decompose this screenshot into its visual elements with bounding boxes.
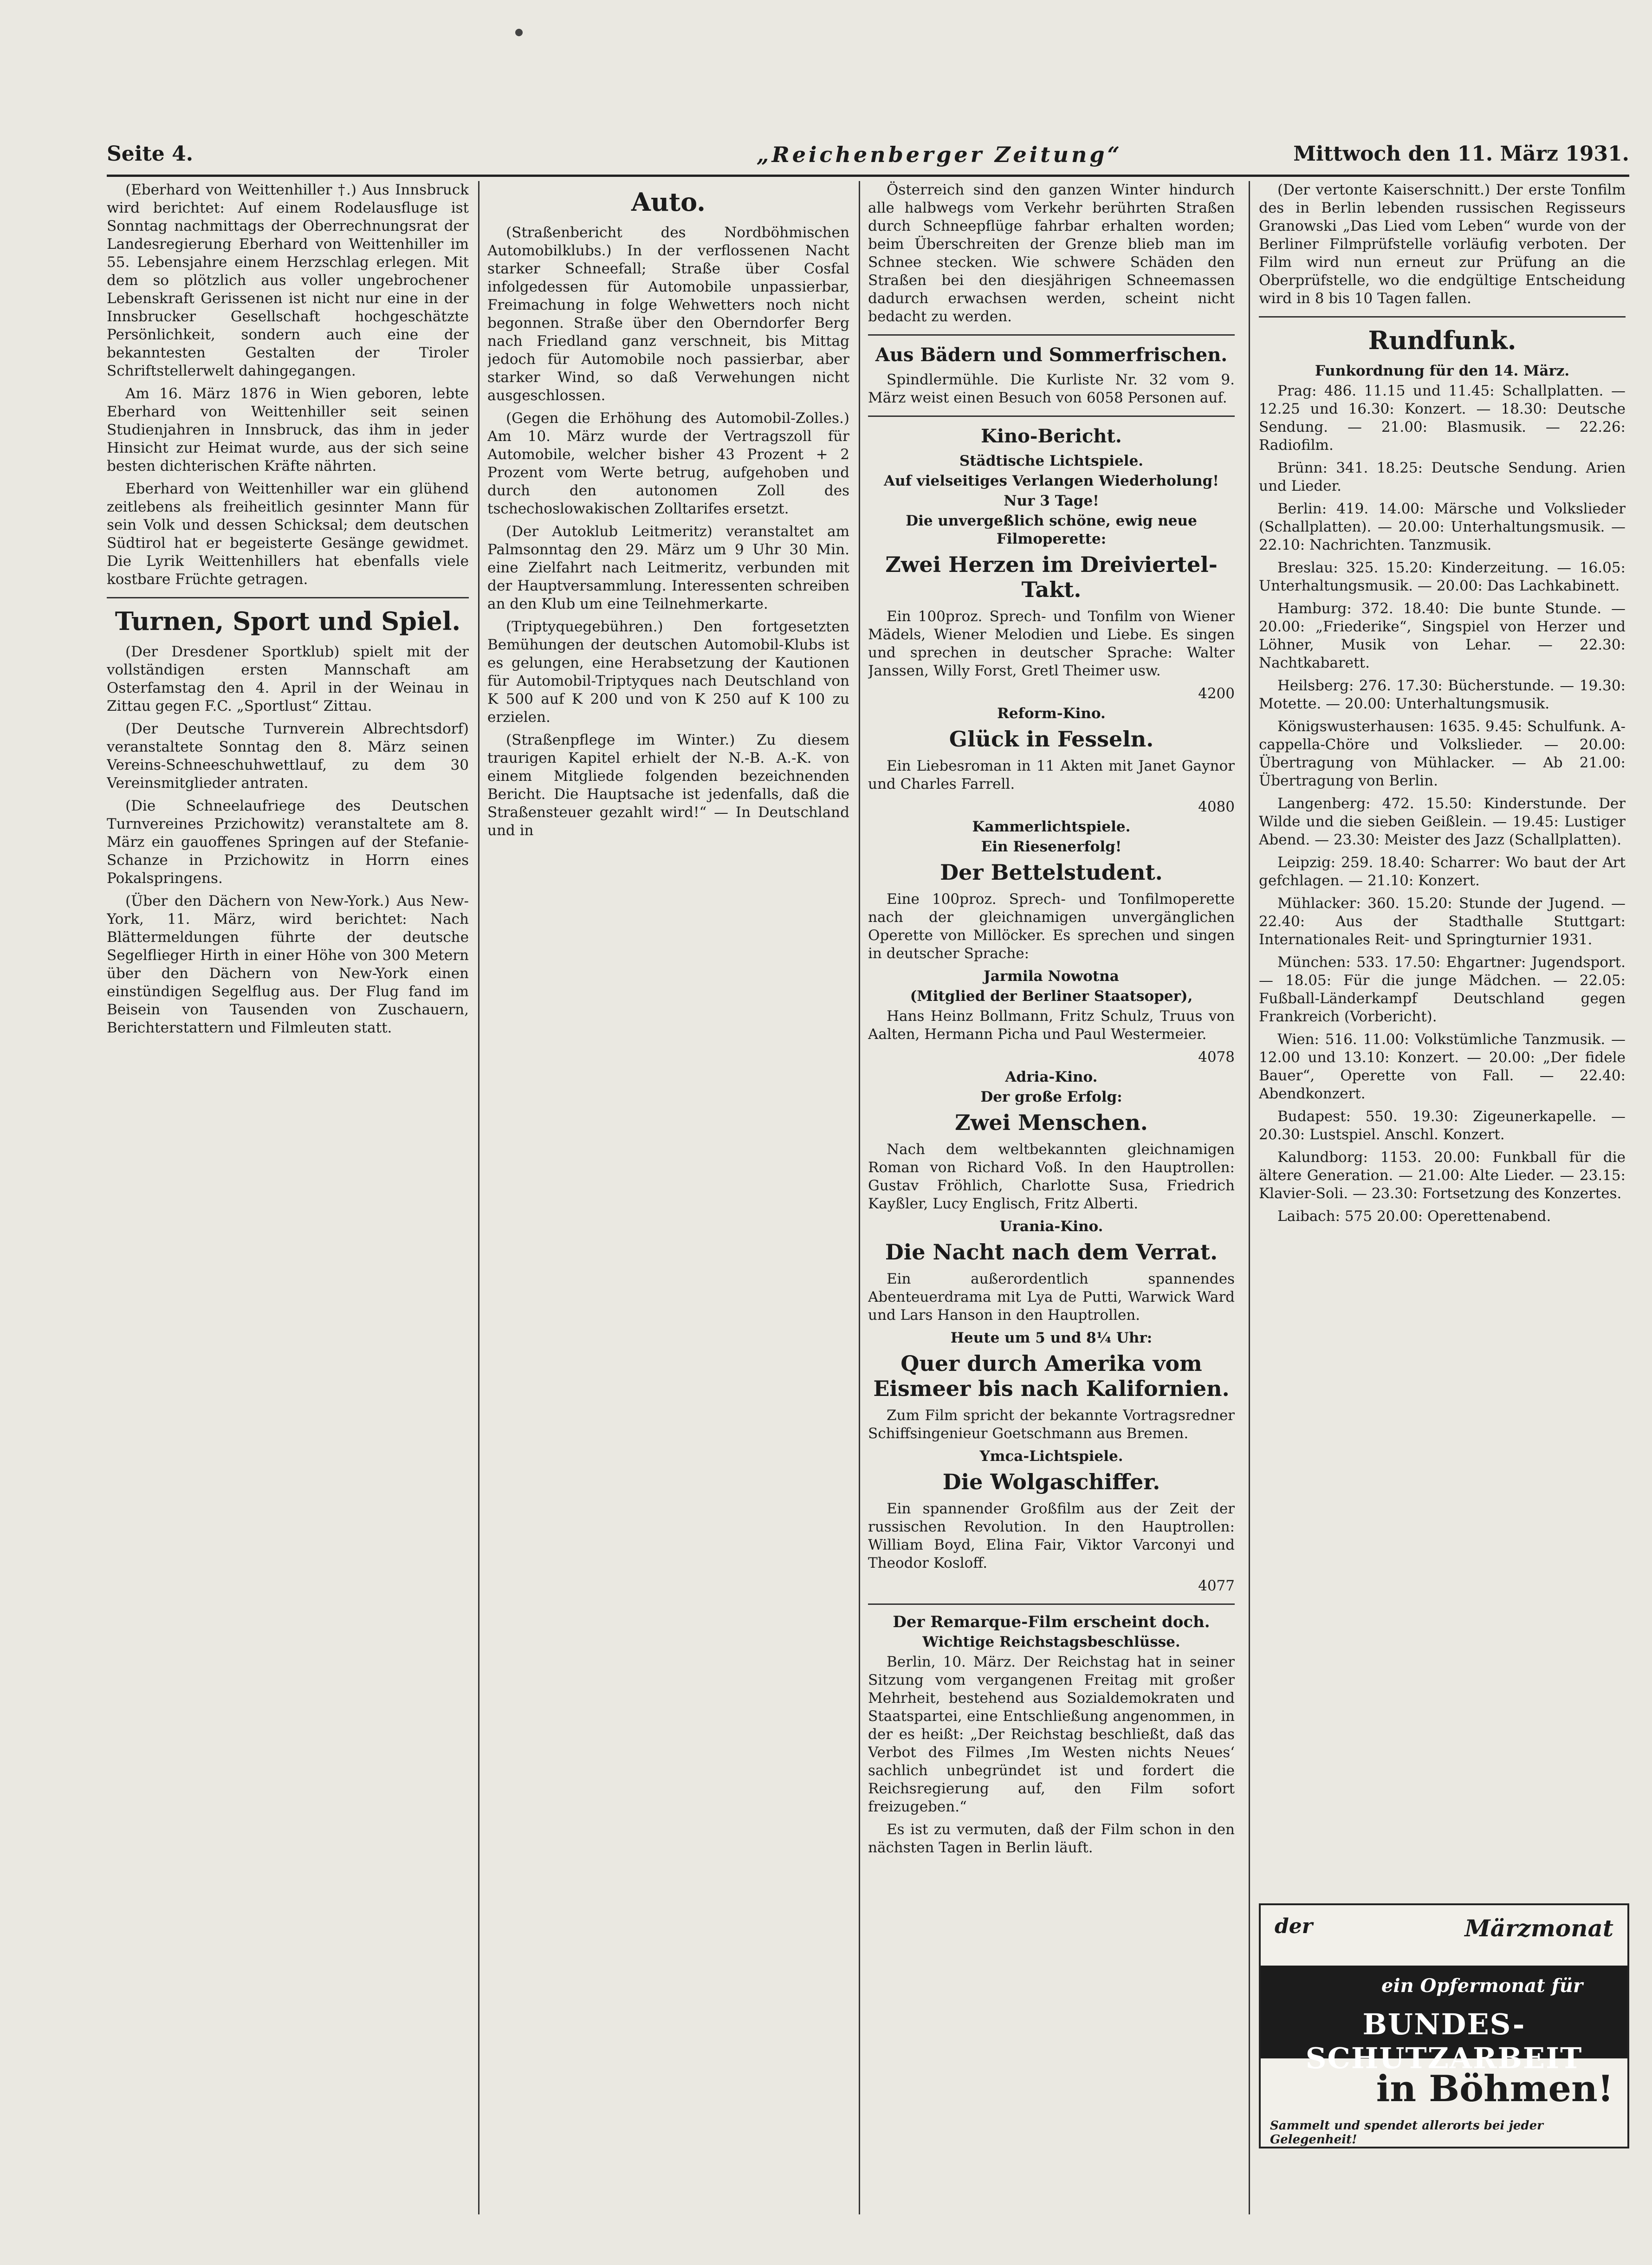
film-description: Ein 100proz. Sprech- und Tonfilm von Wiener Mädels, Wiener Melodien und Liebe. Es singen und sprechen in deutscher Sprache: Walter Janssen, Willy Forst, Gretl Theimer usw. bbox=[868, 608, 1235, 679]
section-heading-sport: Turnen, Sport und Spiel. bbox=[115, 606, 461, 636]
divider bbox=[1259, 316, 1626, 318]
film-title: Die Wolgaschiffer. bbox=[942, 1469, 1160, 1494]
radio-listing: Berlin: 419. 14.00: Märsche und Volkslieder (Schallplatten). — 20.00: Unterhaltungsmusik. — 22.10: Nachrichten. Tanzmusik. bbox=[1259, 500, 1626, 553]
cinema-note: Der große Erfolg: bbox=[980, 1089, 1122, 1105]
radio-listing: Heilsberg: 276. 17.30: Bücherstunde. — 19.30: Motette. — 20.00: Unterhaltungsmusik. bbox=[1259, 677, 1626, 712]
film-title: Zwei Herzen im Dreiviertel-Takt. bbox=[885, 552, 1218, 602]
section-heading-baeder: Aus Bädern und Sommerfrischen. bbox=[875, 344, 1228, 366]
radio-listing: Langenberg: 472. 15.50: Kinderstunde. Der Wilde und die sieben Geißlein. — 19.45: Lustiger Abend. — 23.30: Meister des Jazz (Schallplatten). bbox=[1259, 795, 1626, 848]
page-header bbox=[107, 137, 1629, 177]
film-star-note: (Mitglied der Berliner Staatsoper), bbox=[910, 988, 1193, 1005]
ad-number: 4200 bbox=[1198, 685, 1235, 702]
ad-text-middle: ein Opfermonat für bbox=[1381, 1975, 1583, 1997]
radio-listing: Brünn: 341. 18.25: Deutsche Sendung. Arien und Lieder. bbox=[1259, 460, 1626, 494]
film-title: Glück in Fesseln. bbox=[949, 727, 1154, 752]
section-heading-rundfunk: Rundfunk. bbox=[1368, 325, 1516, 355]
radio-listing: Königswusterhausen: 1635. 9.45: Schulfunk. A-cappella-Chöre und Volkslieder. — 20.00: Übertragung von Mühlacker. — Ab 21.00: Übertragung von Berlin. bbox=[1259, 718, 1626, 789]
film-ban-paragraph: (Der vertonte Kaiserschnitt.) Der erste Tonfilm des in Berlin lebenden russischen Regisseurs Granowski „Das Lied vom Leben“ wurde von der Berliner Filmprüfstelle vorläufig verboten. Der Film wird nun erneut zur Prüfung an die Oberprüfstelle, wo die endgültige Entscheidung wird in 8 bis 10 Tagen fallen. bbox=[1259, 182, 1626, 307]
cinema-name: Städtische Lichtspiele. bbox=[959, 453, 1144, 469]
film-cast: Hans Heinz Bollmann, Fritz Schulz, Truus von Aalten, Hermann Picha und Paul Westermeier. bbox=[868, 1008, 1235, 1043]
column-rule bbox=[1249, 181, 1250, 2214]
ad-text-main: BUNDES-SCHUTZARBEIT bbox=[1305, 2007, 1583, 2075]
cinema-name: Kammerlichtspiele. bbox=[972, 818, 1131, 835]
radio-listing: Breslau: 325. 15.20: Kinderzeitung. — 16.05: Unterhaltungsmusik. — 20.00: Das Lachkabinett. bbox=[1259, 559, 1626, 594]
cinema-note: Nur 3 Tage! bbox=[1004, 493, 1099, 509]
divider bbox=[868, 1603, 1235, 1605]
rundfunk-subheading: Funkordnung für den 14. März. bbox=[1315, 363, 1570, 379]
cinema-note: Die unvergeßlich schöne, ewig neue Filmoperette: bbox=[906, 513, 1197, 547]
punch-hole-mark bbox=[515, 29, 523, 36]
auto-paragraph: (Der Autoklub Leitmeritz) veranstaltet am Palmsonntag den 29. März um 9 Uhr 30 Min. eine Zielfahrt nach Leitmeritz, verbunden mit der Hauptversammlung. Interessenten schreiben an den Klub um eine Teilnehmerkarte. bbox=[487, 523, 849, 612]
sport-paragraph: (Die Schneelaufriege des Deutschen Turnvereines Przichowitz) veranstaltete am 8. März ein gauoffenes Springen auf der Stefanie-Schanze in Przichowitz in Horrn eines Pokalspringens. bbox=[107, 798, 469, 887]
auto-paragraph: (Straßenbericht des Nordböhmischen Automobilklubs.) In der verflossenen Nacht starker Schneefall; Straße über Cosfal infolgedessen für Automobile unpassierbar, Freimachung in folge Wehwetters noch nicht begonnen. Straße über den Oberndorfer Berg nach Friedland ganz verschneit, bis Mittag jedoch für Automobile noch passierbar, aber starker Wind, so daß Verwehungen nicht ausgeschlossen. bbox=[487, 224, 849, 404]
column-rule bbox=[478, 181, 479, 2214]
obituary-paragraph: (Eberhard von Weittenhiller †.) Aus Innsbruck wird berichtet: Auf einem Rodelausfluge ist Sonntag nachmittags der Oberrechnungsrat der Landesregierung Eberhard von Weittenhiller im 55. Lebensjahre einem Herzschlag erlegen. Mit dem so plötzlich aus voller ungebrochener Lebenskraft Gerissenen ist nicht nur eine in der Innsbrucker Gesellschaft hochgeschätzte Persönlichkeit, sondern auch eine der bekanntesten Gestalten der Tiroler Schriftstellerwelt dahingegangen. bbox=[107, 182, 469, 379]
baeder-paragraph: Spindlermühle. Die Kurliste Nr. 32 vom 9. März weist einen Besuch von 6058 Personen auf. bbox=[868, 371, 1235, 406]
ad-number: 4078 bbox=[1198, 1049, 1235, 1065]
film-description: Ein außerordentlich spannendes Abenteuerdrama mit Lya de Putti, Warwick Ward und Lars Hanson in den Hauptrollen. bbox=[868, 1271, 1235, 1324]
divider bbox=[107, 597, 469, 598]
ad-text-top-left: der bbox=[1275, 1915, 1313, 1938]
radio-listing: Mühlacker: 360. 15.20: Stunde der Jugend. — 22.40: Aus der Stadthalle Stuttgart: Internationales Reit- und Springturnier 1931. bbox=[1259, 895, 1626, 948]
film-description: Ein Liebesroman in 11 Akten mit Janet Gaynor und Charles Farrell. bbox=[868, 758, 1235, 792]
column-2 bbox=[487, 181, 849, 2219]
radio-listing: Leipzig: 259. 18.40: Scharrer: Wo baut der Art gefchlagen. — 21.10: Konzert. bbox=[1259, 854, 1626, 889]
remarque-paragraph: Berlin, 10. März. Der Reichstag hat in seiner Sitzung vom vergangenen Freitag mit großer Mehrheit, bestehend aus Sozialdemokraten und Staatspartei, eine Entschließung angenommen, in der es heißt: „Der Reichstag beschließt, daß das Verbot des Filmes ‚Im Westen nichts Neues‘ sachlich unbegründet ist und fordert die Reichsregierung auf, den Film sofort freizugeben.“ bbox=[868, 1654, 1235, 1815]
ad-text-top-right: Märzmonat bbox=[1464, 1915, 1613, 1942]
obituary-paragraph: Eberhard von Weittenhiller war ein glühend zeitlebens als freiheitlich gesinnter Mann für sein Volk und dessen Schicksal; dem deutschen Südtirol hat er begeisterte Gesänge gewidmet. Die Lyrik Weittenhillers hat ebenfalls viele kostbare Früchte getragen. bbox=[107, 480, 469, 588]
cinema-name: Ymca-Lichtspiele. bbox=[979, 1448, 1123, 1465]
auto-paragraph: (Triptyquegebühren.) Den fortgesetzten Bemühungen der deutschen Automobil-Klubs ist es gelungen, eine Herabsetzung der Kautionen für Automobil-Triptyques nach Deutschland von K 500 auf K 200 und von K 250 auf K 100 zu erzielen. bbox=[487, 618, 849, 726]
cinema-name: Reform-Kino. bbox=[997, 705, 1106, 722]
cinema-note: Ein Riesenerfolg! bbox=[981, 838, 1122, 855]
sport-paragraph: (Der Dresdener Sportklub) spielt mit der vollständigen ersten Mannschaft am Osterfamstag den 4. April in der Weinau in Zittau gegen F.C. „Sportlust“ Zittau. bbox=[107, 643, 469, 714]
radio-listing: Kalundborg: 1153. 20.00: Funkball für die ältere Generation. — 21.00: Alte Lieder. — 23.15: Klavier-Soli. — 23.30: Fortsetzung des Konzertes. bbox=[1259, 1149, 1626, 1202]
radio-listing: Wien: 516. 11.00: Volkstümliche Tanzmusik. — 12.00 und 13.10: Konzert. — 20.00: „Der fidele Bauer“, Operette von Fall. — 22.40: Abendkonzert. bbox=[1259, 1031, 1626, 1102]
film-title: Quer durch Amerika vom Eismeer bis nach Kalifornien. bbox=[873, 1351, 1230, 1401]
radio-listing: Budapest: 550. 19.30: Zigeunerkapelle. — 20.30: Lustspiel. Anschl. Konzert. bbox=[1259, 1108, 1626, 1143]
remarque-subheading: Wichtige Reichstagsbeschlüsse. bbox=[922, 1634, 1180, 1650]
film-description: Eine 100proz. Sprech- und Tonfilmoperette nach der gleichnamigen unvergänglichen Operette von Millöcker. Es sprechen und singen in deutscher Sprache: bbox=[868, 891, 1235, 962]
advertisement-box bbox=[1259, 1903, 1629, 2148]
ad-number: 4080 bbox=[1198, 798, 1235, 815]
film-title: Zwei Menschen. bbox=[955, 1110, 1148, 1135]
film-description: Nach dem weltbekannten gleichnamigen Roman von Richard Voß. In den Hauptrollen: Gustav Fröhlich, Charlotte Susa, Friedrich Kayßler, Lucy Englisch, Fritz Alberti. bbox=[868, 1141, 1235, 1212]
divider bbox=[868, 334, 1235, 336]
column-rule bbox=[859, 181, 860, 2214]
newspaper-title: „Reichenberger Zeitung“ bbox=[757, 142, 1123, 167]
film-description: Zum Film spricht der bekannte Vortragsredner Schiffsingenieur Goetschmann aus Bremen. bbox=[868, 1407, 1235, 1442]
section-heading-kino: Kino-Bericht. bbox=[981, 425, 1122, 447]
sport-paragraph: (Über den Dächern von New-York.) Aus New-York, 11. März, wird berichtet: Nach Blättermeldungen führte der deutsche Segelflieger Hirth in einer Höhe von 300 Metern über den Dächern von New-York einen einstündigen Segelflug aus. Der Flug fand im Beisein von Tausenden von Zuschauern, Berichterstattern und Filmleuten statt. bbox=[107, 893, 469, 1036]
section-heading-remarque: Der Remarque-Film erscheint doch. bbox=[893, 1613, 1210, 1631]
ad-text-bottom: in Böhmen! bbox=[1376, 2068, 1613, 2110]
obituary-paragraph: Am 16. März 1876 in Wien geboren, lebte Eberhard von Weittenhiller seit seinen Studienjahren in Innsbruck, das ihm in jeder Hinsicht zur Heimat wurde, aus der sich seine besten dichterischen Kräfte nährten. bbox=[107, 385, 469, 474]
page-number: Seite 4. bbox=[107, 142, 194, 166]
radio-listing: München: 533. 17.50: Ehgartner: Jugendsport. — 18.05: Für die junge Mädchen. — 22.05: Fußball-Länderkampf Deutschland gegen Frankreich (Vorbericht). bbox=[1259, 954, 1626, 1025]
cinema-name: Adria-Kino. bbox=[1005, 1069, 1098, 1085]
remarque-paragraph: Es ist zu vermuten, daß der Film schon in den nächsten Tagen in Berlin läuft. bbox=[868, 1821, 1235, 1856]
ad-number: 4077 bbox=[1198, 1577, 1235, 1594]
issue-date: Mittwoch den 11. März 1931. bbox=[1293, 142, 1629, 166]
divider bbox=[868, 415, 1235, 417]
section-heading-auto: Auto. bbox=[631, 187, 706, 217]
film-description: Ein spannender Großfilm aus der Zeit der russischen Revolution. In den Hauptrollen: William Boyd, Elina Fair, Viktor Varconyi und Theodor Kosloff. bbox=[868, 1500, 1235, 1571]
column-1 bbox=[107, 181, 469, 2219]
ad-text-footer: Sammelt und spendet allerorts bei jeder Gelegenheit! bbox=[1270, 2119, 1543, 2147]
sport-paragraph: (Der Deutsche Turnverein Albrechtsdorf) veranstaltete Sonntag den 8. März seinen Vereins-Schneeschuhwettlauf, zu dem 30 Vereinsmitglieder antraten. bbox=[107, 720, 469, 792]
radio-listing: Hamburg: 372. 18.40: Die bunte Stunde. — 20.00: „Friederike“, Singspiel von Herzer und Löhner, Musik von Lehar. — 22.30: Nachtkabarett. bbox=[1259, 600, 1626, 671]
column-3 bbox=[868, 181, 1235, 2219]
cinema-note: Auf vielseitiges Verlangen Wiederholung! bbox=[884, 473, 1219, 489]
auto-paragraph: (Straßenpflege im Winter.) Zu diesem traurigen Kapitel erhielt der N.-B. A.-K. von einem Mitgliede folgenden bezeichnenden Bericht. Die Hauptsache ist jedenfalls, daß die Straßensteuer gezahlt wird!“ — In Deutschland und in bbox=[487, 732, 849, 839]
film-title: Der Bettelstudent. bbox=[940, 860, 1163, 885]
film-star: Jarmila Nowotna bbox=[984, 968, 1119, 985]
cinema-name: Urania-Kino. bbox=[999, 1218, 1103, 1235]
cinema-note: Heute um 5 und 8¼ Uhr: bbox=[950, 1330, 1153, 1346]
road-paragraph: Österreich sind den ganzen Winter hindurch alle halbwegs vom Verkehr berührten Straßen durch Schneepflüge fahrbar erhalten worden; beim Überschreiten der Grenze blieb man im Schnee stecken. Wie schwere Schäden den Straßen bei den diesjährigen Schneemassen dadurch erwachsen werden, scheint nicht bedacht zu werden. bbox=[868, 182, 1235, 325]
radio-listing: Prag: 486. 11.15 und 11.45: Schallplatten. — 12.25 und 16.30: Konzert. — 18.30: Deutsche Sendung. — 21.00: Blasmusik. — 22.26: Radiofilm. bbox=[1259, 383, 1626, 454]
column-4 bbox=[1259, 181, 1626, 1899]
auto-paragraph: (Gegen die Erhöhung des Automobil-Zolles.) Am 10. März wurde der Vertragszoll für Automobile, welcher bisher 43 Prozent + 2 Prozent vom Werte betrug, aufgehoben und durch den autonomen Zoll des tschechoslowakischen Zolltarifes ersetzt. bbox=[487, 410, 849, 517]
radio-listing: Laibach: 575 20.00: Operettenabend. bbox=[1277, 1208, 1551, 1225]
film-title: Die Nacht nach dem Verrat. bbox=[885, 1240, 1218, 1265]
